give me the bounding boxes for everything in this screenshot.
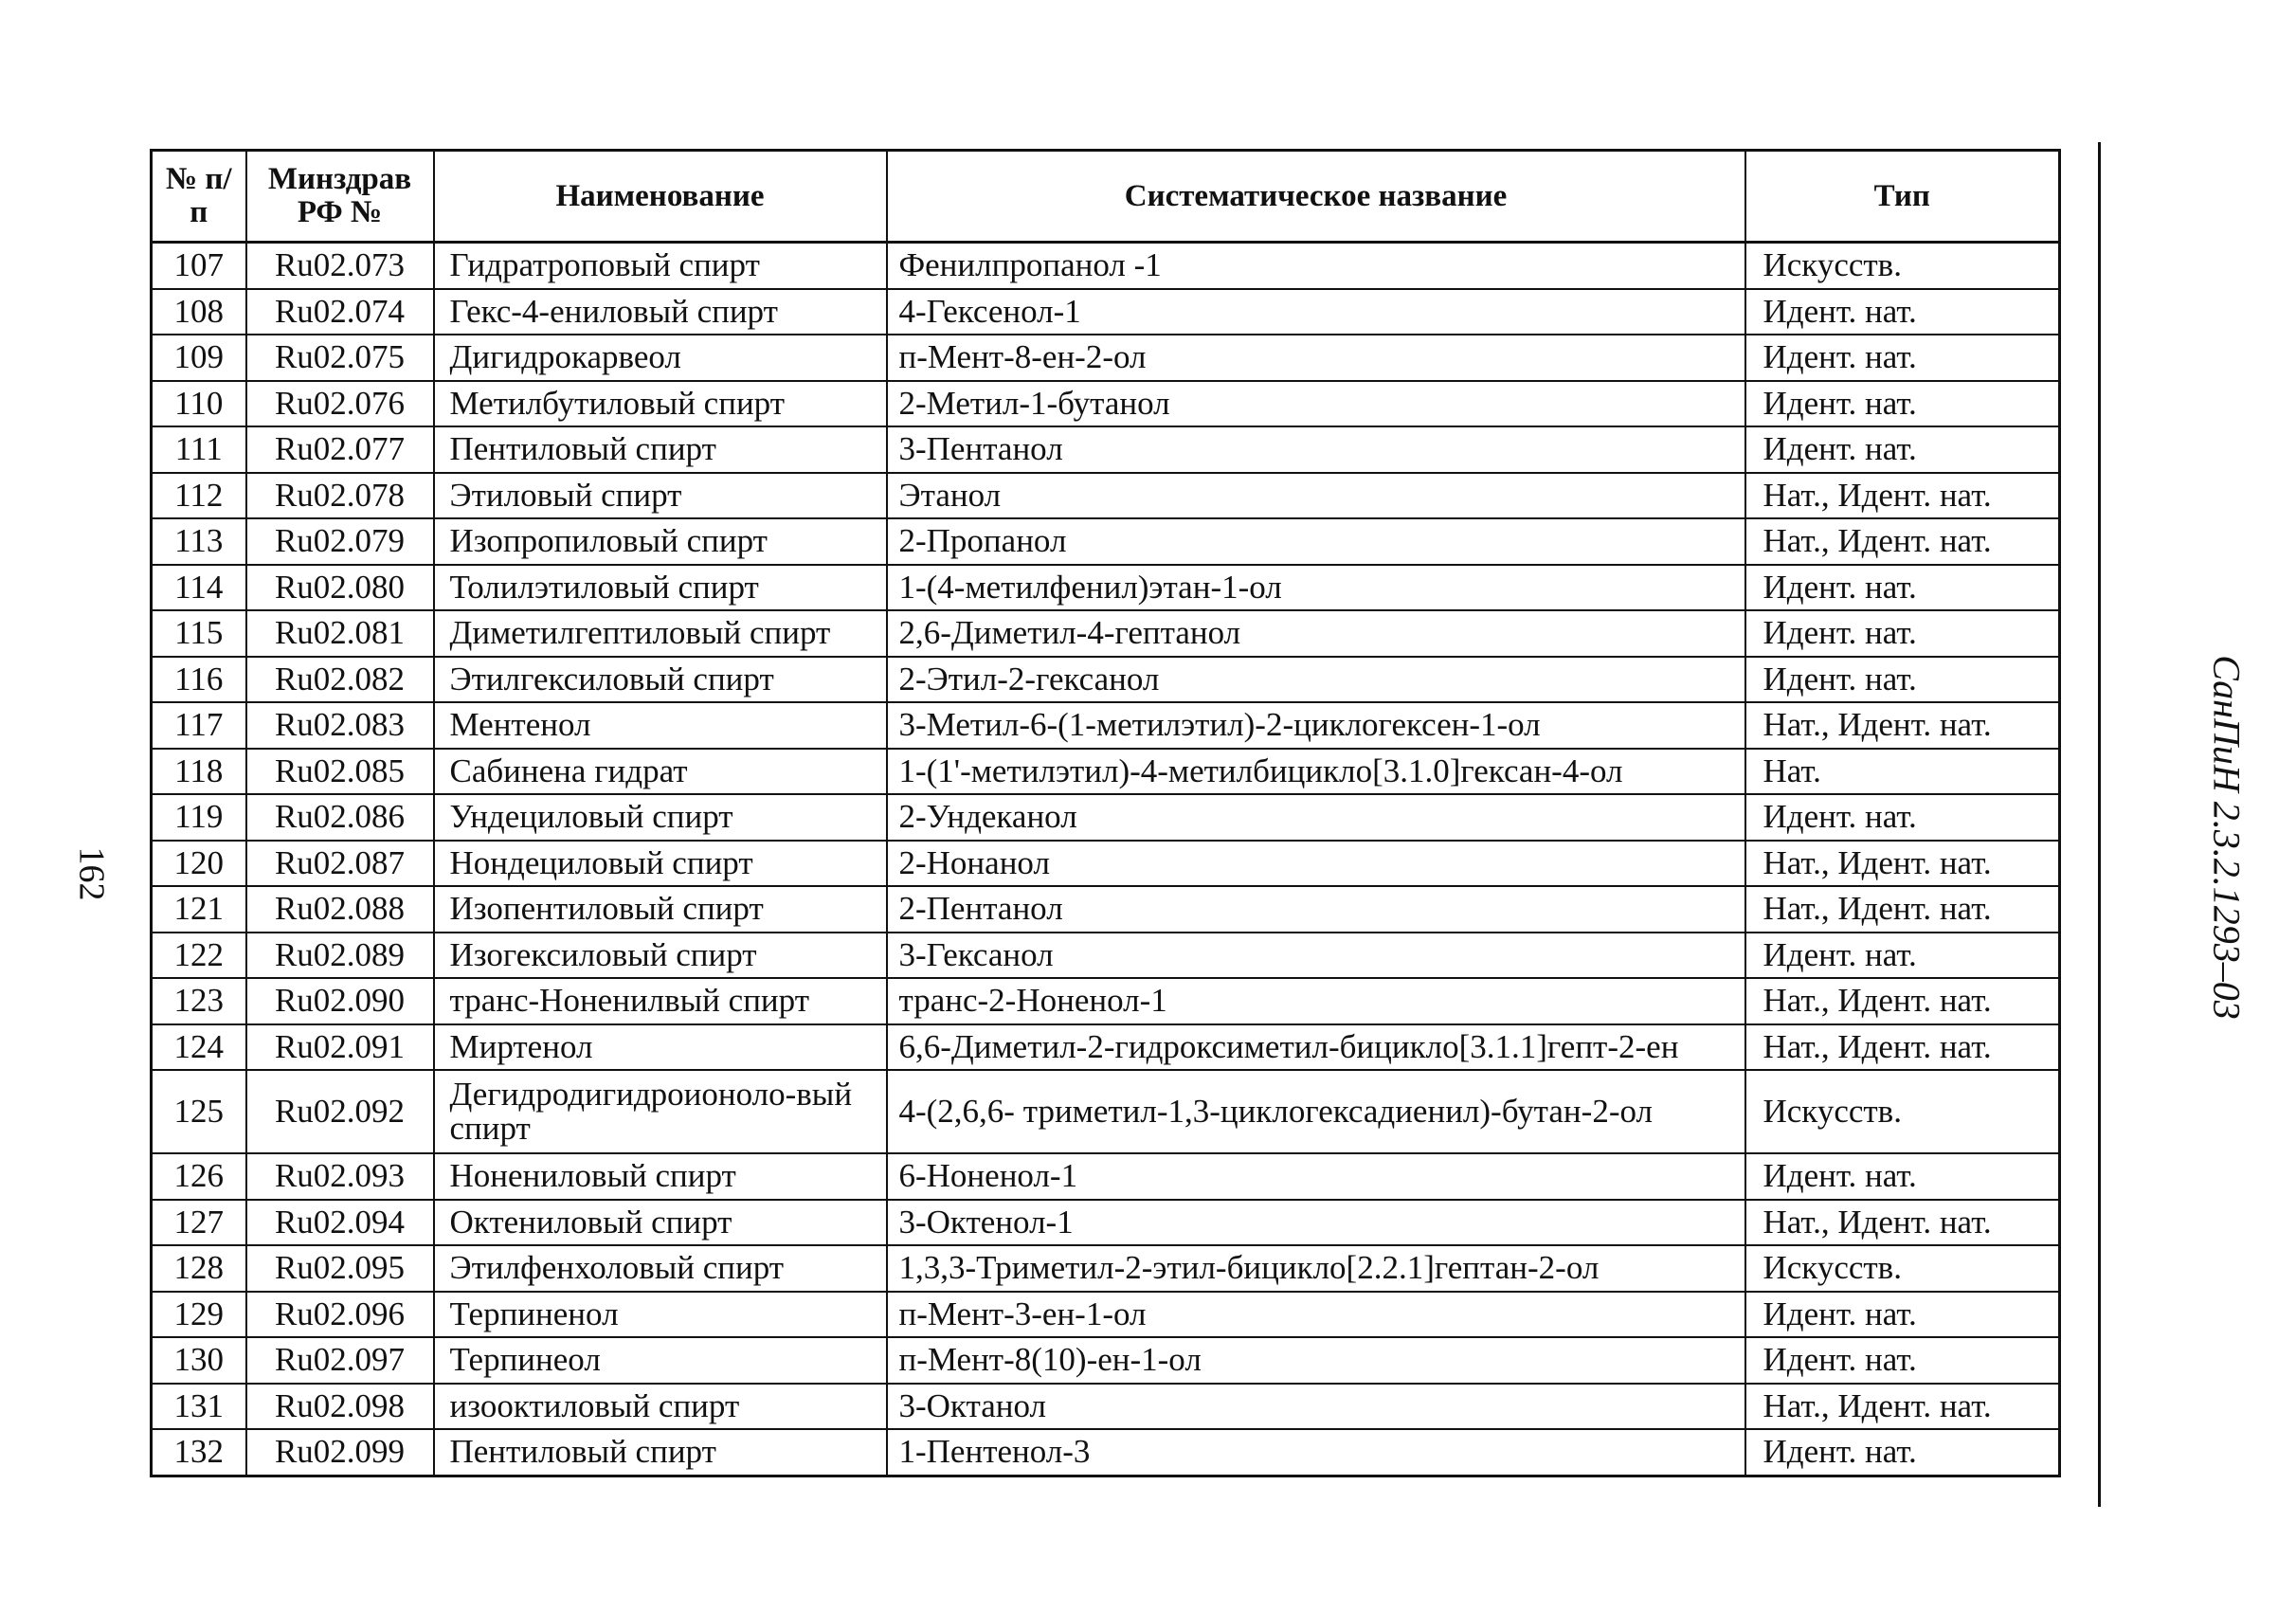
cell-name: Диметилгептиловый спирт [434, 610, 887, 657]
cell-ministry-code: Ru02.097 [246, 1337, 434, 1384]
cell-type: Идент. нат. [1745, 381, 2060, 427]
cell-systematic-name: 4-(2,6,6- триметил-1,3-циклогексадиенил)-бутан-2-ол [887, 1070, 1745, 1153]
cell-type: Нат., Идент. нат. [1745, 1200, 2060, 1246]
cell-number: 115 [152, 610, 246, 657]
cell-type: Идент. нат. [1745, 1153, 2060, 1200]
cell-number: 109 [152, 335, 246, 381]
cell-name: Этиловый спирт [434, 473, 887, 519]
table-body [152, 243, 2060, 1476]
cell-name: Дегидродигидроионоло-вый спирт [434, 1070, 887, 1153]
cell-name: Этилгексиловый спирт [434, 657, 887, 703]
margin-rule [2098, 142, 2101, 1507]
table-row [152, 243, 2060, 289]
cell-number: 132 [152, 1429, 246, 1476]
table-row [152, 610, 2060, 657]
cell-type: Нат., Идент. нат. [1745, 518, 2060, 565]
cell-ministry-code: Ru02.090 [246, 978, 434, 1024]
table-row [152, 1070, 2060, 1153]
cell-systematic-name: 1,3,3-Триметил-2-этил-бицикло[2.2.1]гептан-2-ол [887, 1245, 1745, 1292]
cell-name: Пентиловый спирт [434, 426, 887, 473]
flavoring-substances-table [150, 149, 2061, 1477]
cell-ministry-code: Ru02.083 [246, 702, 434, 749]
cell-number: 130 [152, 1337, 246, 1384]
cell-type: Идент. нат. [1745, 426, 2060, 473]
table-row [152, 841, 2060, 887]
cell-ministry-code: Ru02.098 [246, 1384, 434, 1430]
table-row [152, 1384, 2060, 1430]
cell-type: Нат., Идент. нат. [1745, 886, 2060, 933]
cell-systematic-name: 2-Пентанол [887, 886, 1745, 933]
cell-systematic-name: п-Мент-8-ен-2-ол [887, 335, 1745, 381]
cell-name: Дигидрокарвеол [434, 335, 887, 381]
cell-systematic-name: 3-Гексанол [887, 933, 1745, 979]
cell-number: 124 [152, 1024, 246, 1071]
cell-systematic-name: 1-(1'-метилэтил)-4-метилбицикло[3.1.0]гексан-4-ол [887, 749, 1745, 795]
cell-systematic-name: 3-Октанол [887, 1384, 1745, 1430]
table-row [152, 381, 2060, 427]
cell-name: Гидратроповый спирт [434, 243, 887, 289]
cell-number: 117 [152, 702, 246, 749]
cell-type: Идент. нат. [1745, 657, 2060, 703]
cell-ministry-code: Ru02.081 [246, 610, 434, 657]
cell-type: Идент. нат. [1745, 794, 2060, 841]
cell-systematic-name: транс-2-Ноненол-1 [887, 978, 1745, 1024]
cell-ministry-code: Ru02.074 [246, 289, 434, 335]
table-row [152, 518, 2060, 565]
cell-ministry-code: Ru02.077 [246, 426, 434, 473]
cell-ministry-code: Ru02.099 [246, 1429, 434, 1476]
cell-systematic-name: 3-Октенол-1 [887, 1200, 1745, 1246]
table-row [152, 1153, 2060, 1200]
table-row [152, 657, 2060, 703]
cell-ministry-code: Ru02.080 [246, 565, 434, 611]
cell-type: Идент. нат. [1745, 335, 2060, 381]
cell-systematic-name: 2-Ундеканол [887, 794, 1745, 841]
cell-systematic-name: 2-Пропанол [887, 518, 1745, 565]
table-row [152, 1024, 2060, 1071]
cell-ministry-code: Ru02.089 [246, 933, 434, 979]
table-row [152, 886, 2060, 933]
cell-type: Нат., Идент. нат. [1745, 1384, 2060, 1430]
cell-number: 107 [152, 243, 246, 289]
cell-type: Нат., Идент. нат. [1745, 978, 2060, 1024]
cell-name: Миртенол [434, 1024, 887, 1071]
cell-ministry-code: Ru02.096 [246, 1292, 434, 1338]
table-row [152, 749, 2060, 795]
cell-type: Идент. нат. [1745, 289, 2060, 335]
cell-name: Изогексиловый спирт [434, 933, 887, 979]
cell-number: 121 [152, 886, 246, 933]
cell-name: Гекс-4-ениловый спирт [434, 289, 887, 335]
cell-ministry-code: Ru02.095 [246, 1245, 434, 1292]
cell-name: Сабинена гидрат [434, 749, 887, 795]
cell-systematic-name: п-Мент-3-ен-1-ол [887, 1292, 1745, 1338]
cell-number: 114 [152, 565, 246, 611]
cell-ministry-code: Ru02.076 [246, 381, 434, 427]
cell-name: Октениловый спирт [434, 1200, 887, 1246]
cell-number: 108 [152, 289, 246, 335]
cell-type: Идент. нат. [1745, 1429, 2060, 1476]
cell-number: 111 [152, 426, 246, 473]
table-header-row [152, 151, 2060, 243]
cell-systematic-name: 4-Гексенол-1 [887, 289, 1745, 335]
cell-systematic-name: 2-Метил-1-бутанол [887, 381, 1745, 427]
table-row [152, 1245, 2060, 1292]
cell-name: Этилфенхоловый спирт [434, 1245, 887, 1292]
cell-type: Идент. нат. [1745, 565, 2060, 611]
cell-number: 116 [152, 657, 246, 703]
header-number: № п/п [152, 151, 246, 243]
cell-systematic-name: 1-(4-метилфенил)этан-1-ол [887, 565, 1745, 611]
table-row [152, 978, 2060, 1024]
cell-type: Искусств. [1745, 243, 2060, 289]
cell-systematic-name: 3-Метил-6-(1-метилэтил)-2-циклогексен-1-ол [887, 702, 1745, 749]
table-row [152, 565, 2060, 611]
cell-name: Толилэтиловый спирт [434, 565, 887, 611]
cell-name: Терпинеол [434, 1337, 887, 1384]
table-row [152, 702, 2060, 749]
table-row [152, 426, 2060, 473]
table-row [152, 473, 2060, 519]
cell-type: Искусств. [1745, 1245, 2060, 1292]
cell-type: Нат., Идент. нат. [1745, 1024, 2060, 1071]
cell-type: Идент. нат. [1745, 1337, 2060, 1384]
cell-number: 123 [152, 978, 246, 1024]
header-ministry-code: Минздрав РФ № [246, 151, 434, 243]
cell-name: Ноненилoвый спирт [434, 1153, 887, 1200]
cell-ministry-code: Ru02.085 [246, 749, 434, 795]
cell-systematic-name: п-Мент-8(10)-ен-1-ол [887, 1337, 1745, 1384]
cell-type: Нат. [1745, 749, 2060, 795]
cell-name: изооктиловый спирт [434, 1384, 887, 1430]
cell-type: Идент. нат. [1745, 933, 2060, 979]
cell-number: 120 [152, 841, 246, 887]
cell-systematic-name: 6-Ноненол-1 [887, 1153, 1745, 1200]
table-row [152, 289, 2060, 335]
cell-name: Ундециловый спирт [434, 794, 887, 841]
cell-ministry-code: Ru02.079 [246, 518, 434, 565]
cell-name: Пентиловый спирт [434, 1429, 887, 1476]
page-number: 162 [71, 846, 112, 901]
cell-number: 110 [152, 381, 246, 427]
cell-systematic-name: 2-Нонанол [887, 841, 1745, 887]
cell-number: 118 [152, 749, 246, 795]
table-row [152, 335, 2060, 381]
table-row [152, 1337, 2060, 1384]
cell-number: 113 [152, 518, 246, 565]
cell-systematic-name: 2-Этил-2-гексанол [887, 657, 1745, 703]
cell-ministry-code: Ru02.086 [246, 794, 434, 841]
cell-type: Нат., Идент. нат. [1745, 473, 2060, 519]
cell-ministry-code: Ru02.078 [246, 473, 434, 519]
cell-type: Искусств. [1745, 1070, 2060, 1153]
cell-ministry-code: Ru02.075 [246, 335, 434, 381]
table-row [152, 1292, 2060, 1338]
cell-number: 126 [152, 1153, 246, 1200]
table-row [152, 794, 2060, 841]
cell-systematic-name: 1-Пентенол-3 [887, 1429, 1745, 1476]
cell-number: 131 [152, 1384, 246, 1430]
cell-systematic-name: 2,6-Диметил-4-гептанол [887, 610, 1745, 657]
header-systematic-name: Систематическое название [887, 151, 1745, 243]
cell-systematic-name: 6,6-Диметил-2-гидроксиметил-бицикло[3.1.1]гепт-2-ен [887, 1024, 1745, 1071]
header-type: Тип [1745, 151, 2060, 243]
table-row [152, 933, 2060, 979]
cell-ministry-code: Ru02.088 [246, 886, 434, 933]
cell-name: Изопентиловый спирт [434, 886, 887, 933]
cell-ministry-code: Ru02.073 [246, 243, 434, 289]
cell-ministry-code: Ru02.094 [246, 1200, 434, 1246]
cell-name: Нондециловый спирт [434, 841, 887, 887]
cell-number: 127 [152, 1200, 246, 1246]
cell-number: 119 [152, 794, 246, 841]
table-row [152, 1429, 2060, 1476]
cell-number: 125 [152, 1070, 246, 1153]
cell-systematic-name: 3-Пентанол [887, 426, 1745, 473]
cell-name: Изопропиловый спирт [434, 518, 887, 565]
cell-number: 129 [152, 1292, 246, 1338]
cell-name: транс-Ноненилвый спирт [434, 978, 887, 1024]
cell-systematic-name: Фенилпропанол -1 [887, 243, 1745, 289]
cell-systematic-name: Этанол [887, 473, 1745, 519]
cell-ministry-code: Ru02.092 [246, 1070, 434, 1153]
cell-number: 122 [152, 933, 246, 979]
cell-ministry-code: Ru02.093 [246, 1153, 434, 1200]
cell-name: Терпиненол [434, 1292, 887, 1338]
cell-name: Ментенол [434, 702, 887, 749]
cell-ministry-code: Ru02.087 [246, 841, 434, 887]
cell-type: Идент. нат. [1745, 1292, 2060, 1338]
cell-type: Нат., Идент. нат. [1745, 841, 2060, 887]
cell-name: Метилбутиловый спирт [434, 381, 887, 427]
cell-ministry-code: Ru02.082 [246, 657, 434, 703]
table-row [152, 1200, 2060, 1246]
cell-number: 128 [152, 1245, 246, 1292]
cell-ministry-code: Ru02.091 [246, 1024, 434, 1071]
cell-number: 112 [152, 473, 246, 519]
header-name: Наименование [434, 151, 887, 243]
running-head: СанПиН 2.3.2.1293–03 [2205, 655, 2249, 1020]
cell-type: Нат., Идент. нат. [1745, 702, 2060, 749]
cell-type: Идент. нат. [1745, 610, 2060, 657]
